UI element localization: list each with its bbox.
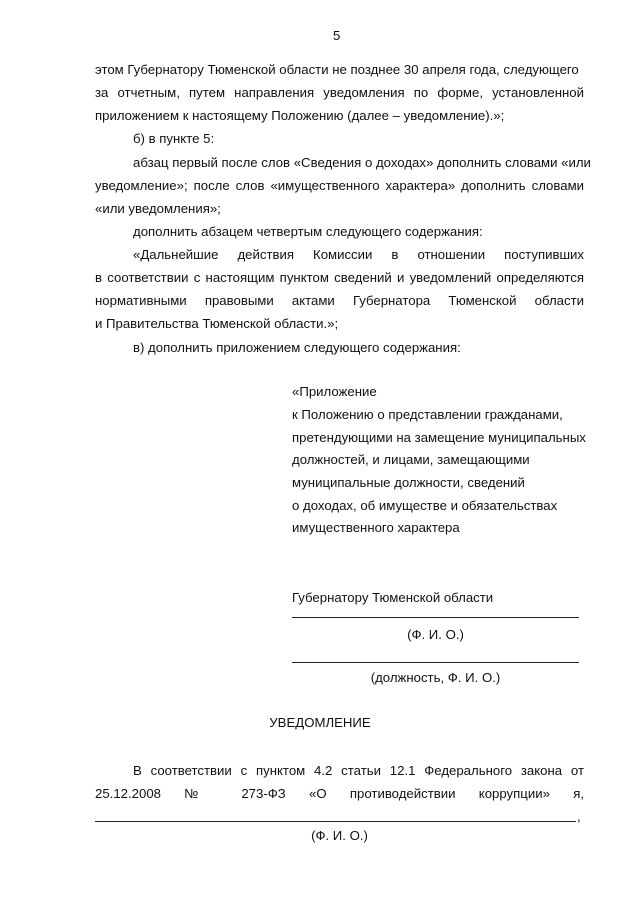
para1-line2: за отчетным, путем направления уведомления по форме, установленной xyxy=(95,85,584,100)
appendix-line1: «Приложение xyxy=(292,384,377,399)
para4-line3: нормативными правовыми актами Губернатора Тюменской области xyxy=(95,293,584,308)
para2-line2: уведомление»; после слов «имущественного характера» дополнить словами xyxy=(95,178,584,193)
para4-line4: и Правительства Тюменской области.»; xyxy=(95,316,339,331)
para4-line1: «Дальнейшие действия Комиссии в отношении поступивших xyxy=(133,247,584,262)
fio-label-1: (Ф. И. О.) xyxy=(407,627,464,642)
para1-line1 xyxy=(95,62,584,78)
appendix-line4: должностей, и лицами, замещающими xyxy=(292,452,530,467)
para1-line1-text: этом Губернатору Тюменской области не позднее 30 апреля года, следующего xyxy=(95,62,579,77)
item-b: б) в пункте 5: xyxy=(133,131,215,146)
fio-blank-line-1 xyxy=(292,617,579,618)
para4-line2: в соответствии с настоящим пунктом сведений и уведомлений определяются xyxy=(95,270,584,285)
notice-line3-comma: , xyxy=(577,809,581,824)
position-blank-line xyxy=(292,662,579,663)
para2-line3: «или уведомления»; xyxy=(95,201,221,216)
appendix-line7: имущественного характера xyxy=(292,520,460,535)
appendix-line2: к Положению о представлении гражданами, xyxy=(292,407,563,422)
notice-line2: 25.12.2008 № 273-ФЗ «О противодействии коррупции» я, xyxy=(95,786,584,801)
fio-label-2: (Ф. И. О.) xyxy=(311,828,368,843)
appendix-line5: муниципальные должности, сведений xyxy=(292,475,525,490)
para1-line3: приложением к настоящему Положению (далее – уведомление).»; xyxy=(95,108,505,123)
appendix-line6: о доходах, об имуществе и обязательствах xyxy=(292,498,558,513)
addressee: Губернатору Тюменской области xyxy=(292,590,494,605)
para3: дополнить абзацем четвертым следующего содержания: xyxy=(133,224,483,239)
notice-title: УВЕДОМЛЕНИЕ xyxy=(269,715,371,730)
page-number: 5 xyxy=(333,28,341,43)
appendix-line3: претендующими на замещение муниципальных xyxy=(292,430,586,445)
item-v: в) дополнить приложением следующего содержания: xyxy=(133,340,461,355)
notice-fio-blank-line xyxy=(95,821,576,822)
notice-line1: В соответствии с пунктом 4.2 статьи 12.1 Федерального закона от xyxy=(133,763,584,778)
position-fio-label: (должность, Ф. И. О.) xyxy=(370,670,501,685)
para2-line1: абзац первый после слов «Сведения о доходах» дополнить словами «или xyxy=(133,155,591,170)
